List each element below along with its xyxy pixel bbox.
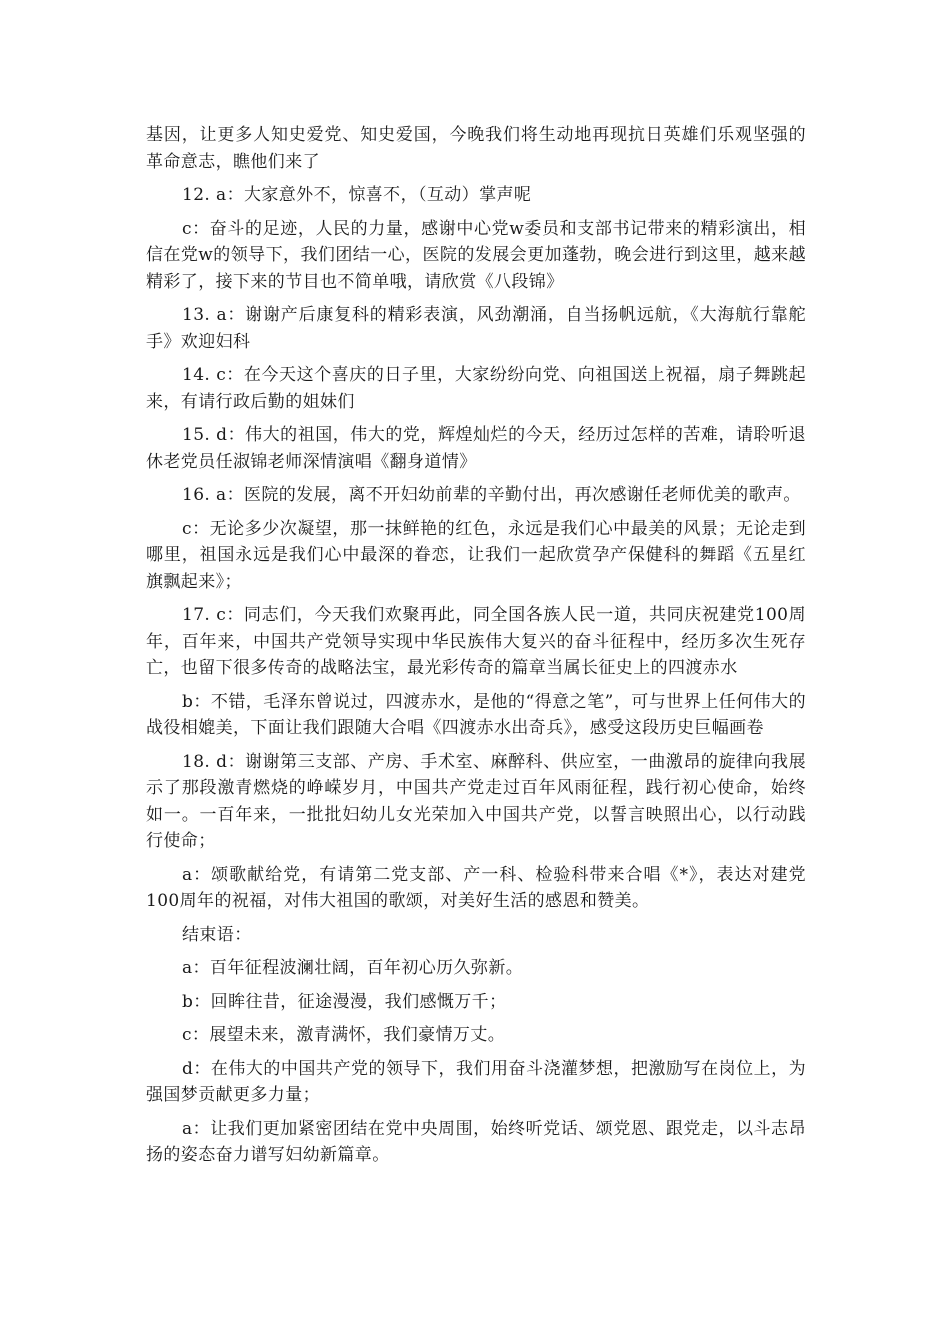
paragraph: 17. c：同志们，今天我们欢聚再此，同全国各族人民一道，共同庆祝建党100周年，百年来，中国共产党领导实现中华民族伟大复兴的奋斗征程中，经历多次生死存亡，也留下很多传奇的战略法宝，最光彩传奇的篇章当属长征史上的四渡赤水	[146, 605, 806, 678]
paragraph: 18. d：谢谢第三支部、产房、手术室、麻醉科、供应室，一曲激昂的旋律向我展示了那段激青燃烧的峥嵘岁月，中国共产党走过百年风雨征程，践行初心使命，始终如一。一百年来，一批批妇幼儿女光荣加入中国共产党，以誓言映照出心，以行动践行使命；	[146, 751, 806, 851]
paragraph: a：颂歌献给党，有请第二党支部、产一科、检验科带来合唱《*》，表达对建党100周年的祝福，对伟大祖国的歌颂，对美好生活的感恩和赞美。	[146, 864, 806, 911]
paragraph: c：奋斗的足迹，人民的力量，感谢中心党w委员和支部书记带来的精彩演出，相信在党w的领导下，我们团结一心，医院的发展会更加蓬勃，晚会进行到这里，越来越精彩了，接下来的节目也不简单哦，请欣赏《八段锦》	[146, 218, 806, 292]
paragraph: 15. d：伟大的祖国，伟大的党，辉煌灿烂的今天，经历过怎样的苦难，请聆听退休老党员任淑锦老师深情演唱《翻身道情》	[146, 425, 806, 472]
document-page	[146, 122, 806, 1176]
paragraph: b：不错，毛泽东曾说过，四渡赤水，是他的“得意之笔”，可与世界上任何伟大的战役相媲美，下面让我们跟随大合唱《四渡赤水出奇兵》，感受这段历史巨幅画卷	[146, 691, 806, 738]
paragraph: c：展望未来，激青满怀，我们豪情万丈。	[182, 1025, 506, 1045]
paragraph: c：无论多少次凝望，那一抹鲜艳的红色，永远是我们心中最美的风景；无论走到哪里，祖国永远是我们心中最深的眷恋，让我们一起欣赏孕产保健科的舞蹈《五星红旗飘起来》；	[146, 518, 806, 592]
paragraph: 13. a：谢谢产后康复科的精彩表演，风劲潮涌，自当扬帆远航，《大海航行靠舵手》欢迎妇科	[146, 305, 806, 352]
paragraph: b：回眸往昔，征途漫漫，我们感慨万千；	[182, 991, 507, 1012]
paragraph: a：让我们更加紧密团结在党中央周围，始终听党话、颂党恩、跟党走，以斗志昂扬的姿态奋力谱写妇幼新篇章。	[146, 1118, 806, 1165]
paragraph: 12. a：大家意外不，惊喜不，（互动）掌声呢	[182, 185, 532, 205]
paragraph: a：百年征程波澜壮阔，百年初心历久弥新。	[182, 958, 524, 978]
paragraph: 16. a：医院的发展，离不开妇幼前辈的辛勤付出，再次感谢任老师优美的歌声。	[182, 485, 801, 505]
paragraph: 基因，让更多人知史爱党、知史爱国，今晚我们将生动地再现抗日英雄们乐观坚强的革命意志，瞧他们来了	[146, 125, 806, 172]
paragraph: d：在伟大的中国共产党的领导下，我们用奋斗浇灌梦想，把激励写在岗位上，为强国梦贡献更多力量；	[146, 1058, 806, 1105]
closing-heading: 结束语：	[182, 924, 252, 945]
paragraph: 14. c：在今天这个喜庆的日子里，大家纷纷向党、向祖国送上祝福，扇子舞跳起来，有请行政后勤的姐妹们	[146, 365, 806, 412]
